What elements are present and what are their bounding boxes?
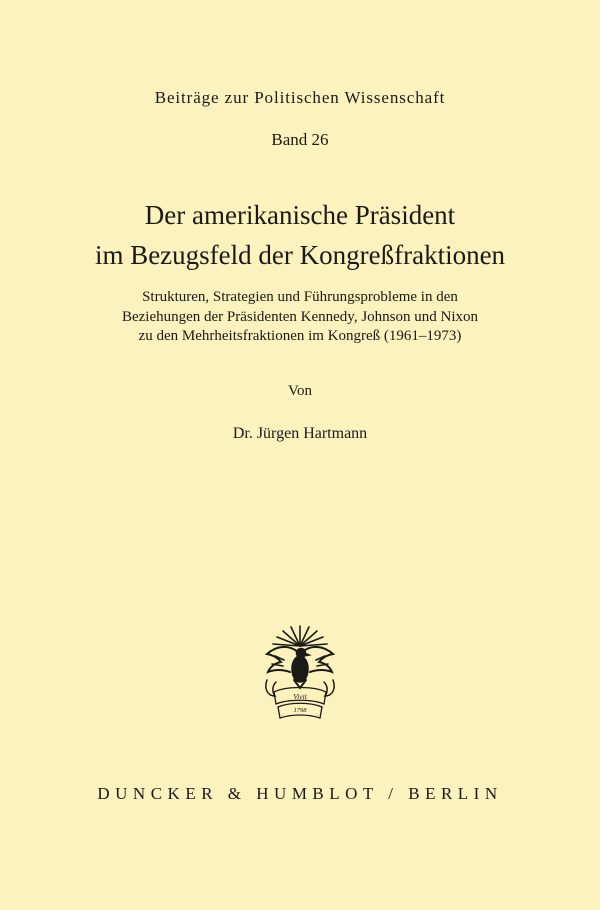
series-title: Beiträge zur Politischen Wissenschaft xyxy=(154,88,446,107)
logo-motto-top: Vivit xyxy=(293,692,307,701)
logo-year: 1798 xyxy=(293,707,307,714)
by-label: Von xyxy=(288,383,312,399)
subtitle-line-3: zu den Mehrheitsfraktionen im Kongreß (1961–1973) xyxy=(138,328,462,344)
eagle-icon xyxy=(258,622,342,722)
subtitle-line-2: Beziehungen der Präsidenten Kennedy, Johnson und Nixon xyxy=(121,309,479,325)
subtitle-line-1: Strukturen, Strategien und Führungsprobleme in den xyxy=(142,289,458,305)
author-name: Dr. Jürgen Hartmann xyxy=(232,425,368,442)
publisher-logo xyxy=(258,622,342,722)
volume-number: Band 26 xyxy=(271,130,329,149)
title-line-1: Der amerikanische Präsident xyxy=(144,200,456,230)
publisher-name: DUNCKER & HUMBLOT / BERLIN xyxy=(97,784,503,803)
title-line-2: im Bezugsfeld der Kongreßfraktionen xyxy=(94,240,506,270)
